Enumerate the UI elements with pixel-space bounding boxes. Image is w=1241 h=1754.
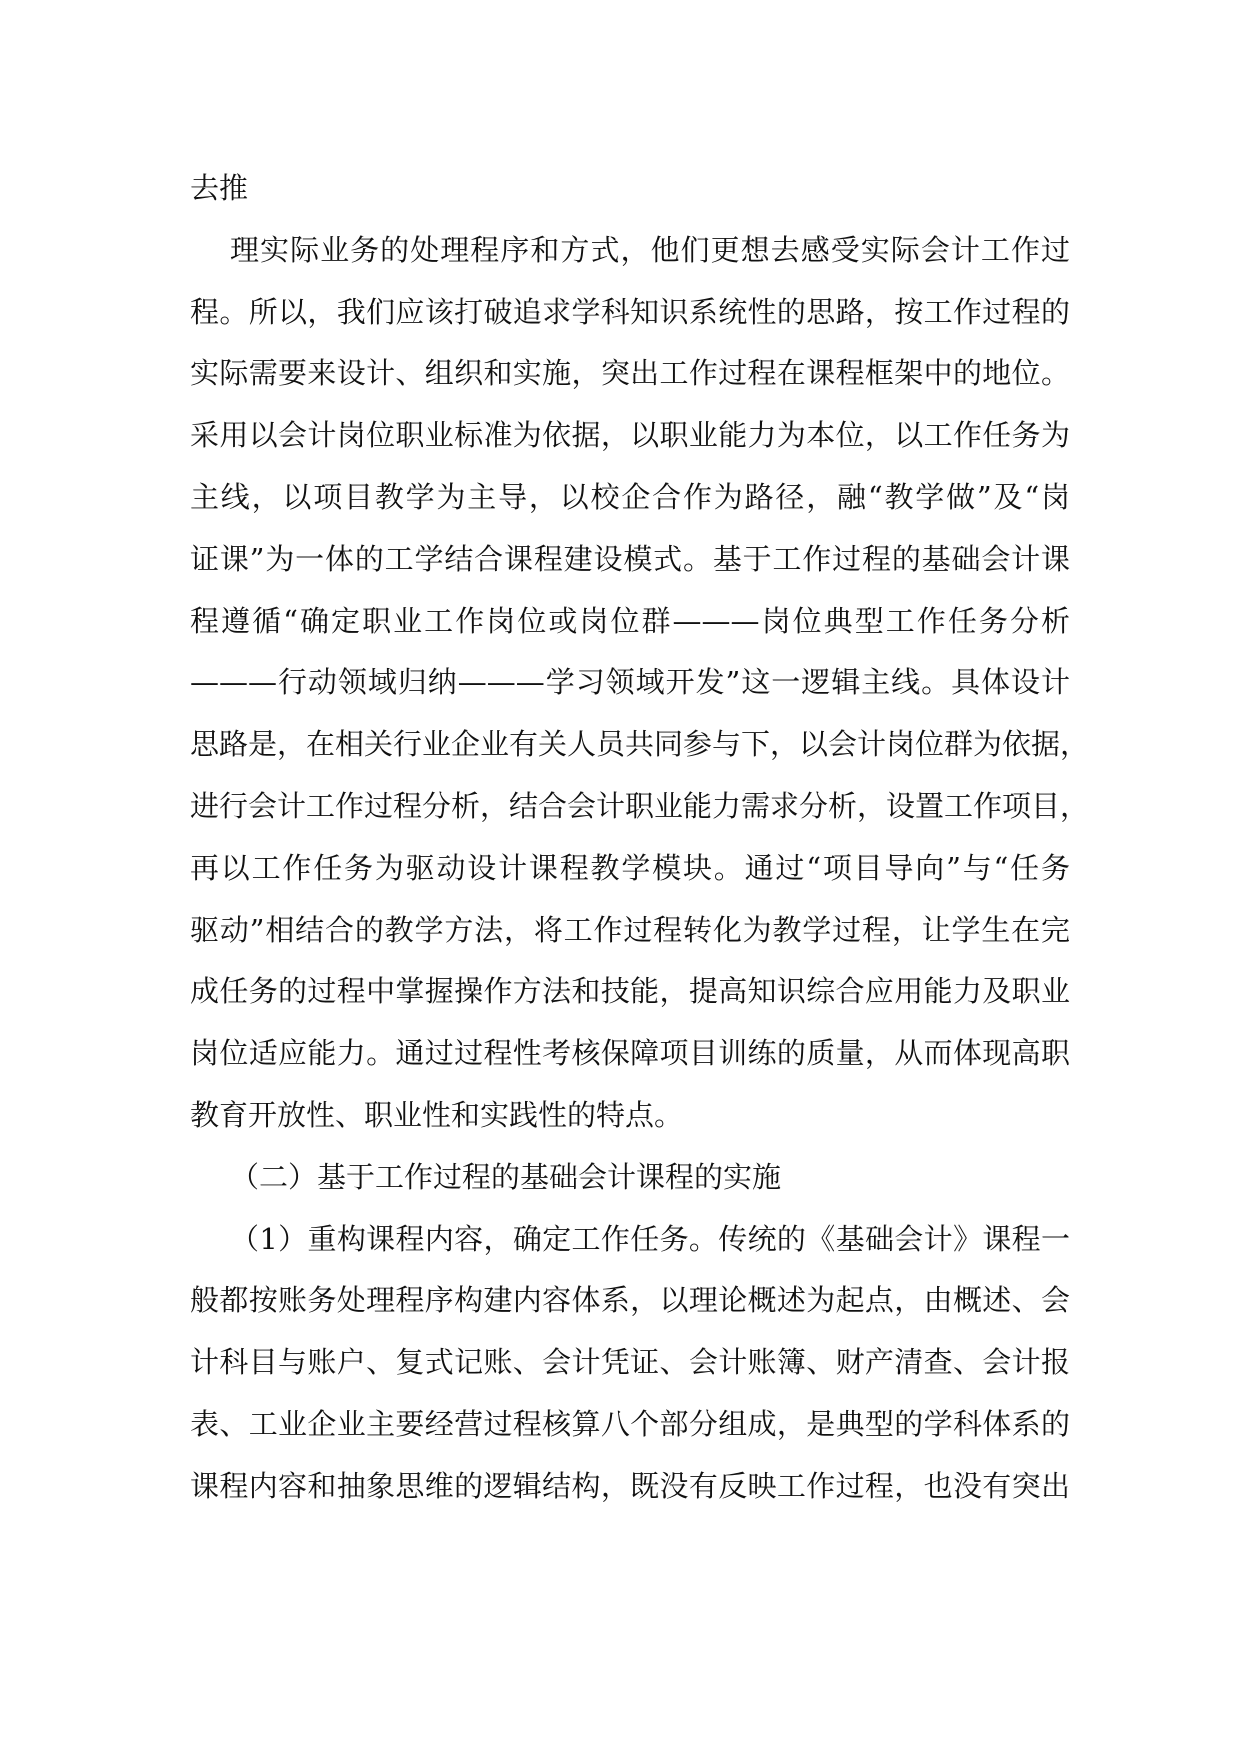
text-line: 程。所以，我们应该打破追求学科知识系统性的思路，按工作过程的: [190, 294, 1070, 329]
text-line: 成任务的过程中掌握操作方法和技能，提高知识综合应用能力及职业: [190, 974, 1070, 1009]
body-text: [190, 158, 1090, 1518]
text-line: 思路是，在相关行业企业有关人员共同参与下，以会计岗位群为依据，: [190, 727, 1090, 762]
text-line: 再以工作任务为驱动设计课程教学模块。通过“项目导向”与“任务: [190, 850, 1070, 885]
text-line: 进行会计工作过程分析，结合会计职业能力需求分析，设置工作项目，: [190, 788, 1090, 823]
text-line: 驱动”相结合的教学方法，将工作过程转化为教学过程，让学生在完: [190, 912, 1070, 947]
section-heading: （二）基于工作过程的基础会计课程的实施: [230, 1159, 782, 1194]
text-line: 岗位适应能力。通过过程性考核保障项目训练的质量，从而体现高职: [190, 1036, 1070, 1071]
text-line: 主线，以项目教学为主导，以校企合作为路径，融“教学做”及“岗: [190, 479, 1070, 514]
text-line: 表、工业企业主要经营过程核算八个部分组成，是典型的学科体系的: [190, 1406, 1070, 1441]
text-line: 证课”为一体的工学结合课程建设模式。基于工作过程的基础会计课: [190, 541, 1070, 576]
text-line: 课程内容和抽象思维的逻辑结构，既没有反映工作过程，也没有突出: [190, 1468, 1070, 1503]
text-line: 程遵循“确定职业工作岗位或岗位群———岗位典型工作任务分析: [190, 603, 1070, 638]
text-line: （1）重构课程内容，确定工作任务。传统的《基础会计》课程一: [230, 1221, 1070, 1256]
text-line: 理实际业务的处理程序和方式，他们更想去感受实际会计工作过: [230, 232, 1070, 267]
text-line: 采用以会计岗位职业标准为依据，以职业能力为本位，以工作任务为: [190, 418, 1070, 453]
text-line: 实际需要来设计、组织和实施，突出工作过程在课程框架中的地位。: [190, 356, 1070, 391]
text-line: 般都按账务处理程序构建内容体系，以理论概述为起点，由概述、会: [190, 1283, 1070, 1318]
text-line: 去推: [190, 171, 249, 205]
text-line: 教育开放性、职业性和实践性的特点。: [190, 1097, 684, 1132]
text-line: ———行动领域归纳———学习领域开发”这一逻辑主线。具体设计: [190, 665, 1070, 700]
text-line: 计科目与账户、复式记账、会计凭证、会计账簿、财产清查、会计报: [190, 1345, 1070, 1380]
